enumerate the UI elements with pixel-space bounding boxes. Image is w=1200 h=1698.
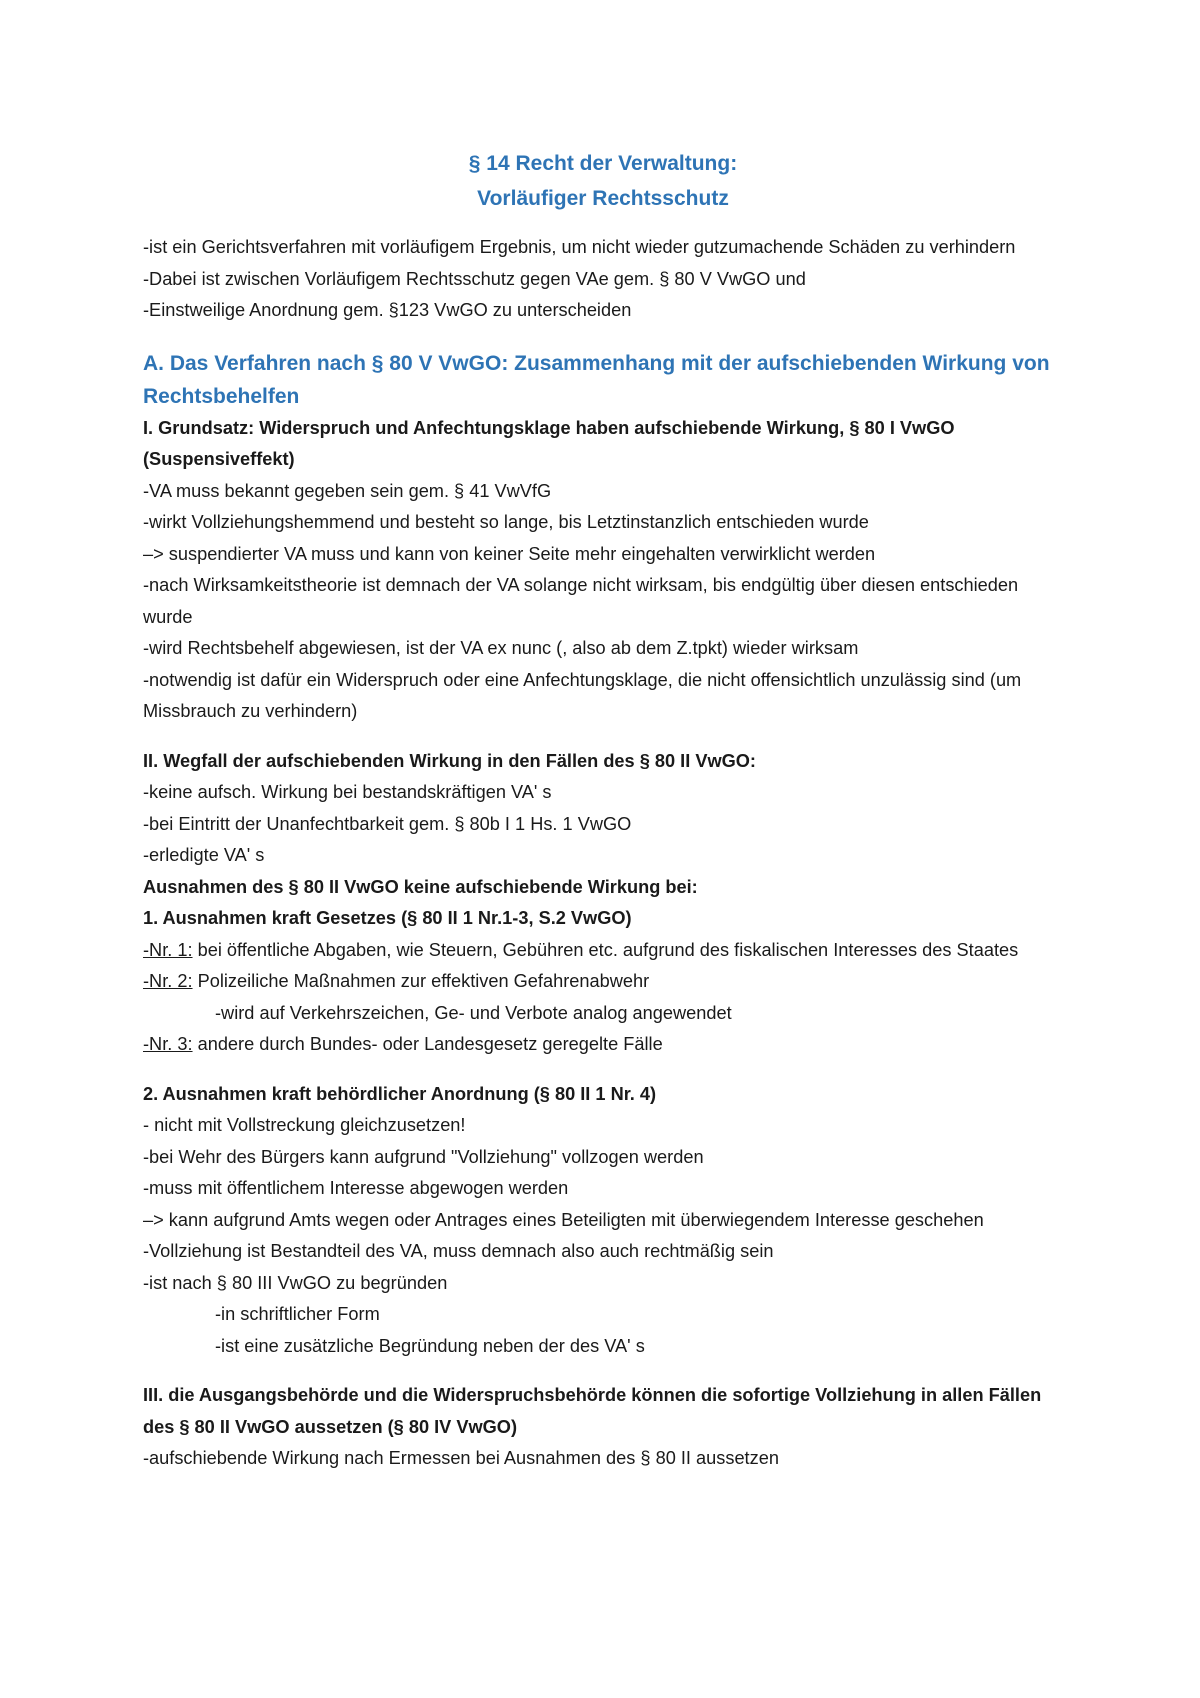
intro-line: -ist ein Gerichtsverfahren mit vorläufigem Ergebnis, um nicht wieder gutzumachende Schäden zu verhindern [143, 237, 1016, 257]
nr3-text: andere durch Bundes- oder Landesgesetz geregelte Fälle [192, 1034, 663, 1054]
sub2-line: -Vollziehung ist Bestandteil des VA, muss demnach also auch rechtmäßig sein [143, 1241, 774, 1261]
sub2-line: -bei Wehr des Bürgers kann aufgrund "Vollziehung" vollzogen werden [143, 1146, 704, 1167]
part-ii-line: -keine aufsch. Wirkung bei bestandskräftigen VA' s [143, 782, 552, 802]
spacer [143, 1362, 1063, 1380]
section-a-heading: A. Das Verfahren nach § 80 V VwGO: Zusammenhang mit der aufschiebenden Wirkung von Rechtsbehelfen [143, 351, 1050, 408]
sub2-line: -ist nach § 80 III VwGO zu begründen [143, 1272, 448, 1293]
document-title-line2: Vorläufiger Rechtsschutz [477, 187, 729, 210]
sub2-line: -muss mit öffentlichem Interesse abgewogen werden [143, 1178, 569, 1198]
intro-block [143, 232, 1063, 327]
sub1-heading: 1. Ausnahmen kraft Gesetzes (§ 80 II 1 Nr.1-3, S.2 VwGO) [143, 908, 632, 928]
nr1-text: bei öffentliche Abgaben, wie Steuern, Gebühren etc. aufgrund des fiskalischen Interesses des Staates [192, 939, 1019, 960]
sub1-nr1 [143, 935, 1063, 967]
nr2-text: Polizeiliche Maßnahmen zur effektiven Gefahrenabwehr [192, 971, 650, 991]
part-ii-line: -bei Eintritt der Unanfechtbarkeit gem. § 80b I 1 Hs. 1 VwGO [143, 813, 632, 834]
document-title-line1: § 14 Recht der Verwaltung: [468, 152, 738, 175]
part-i-line: -nach Wirksamkeitstheorie ist demnach der VA solange nicht wirksam, bis endgültig über diesen entschieden wurde [143, 575, 1019, 627]
part-iii-line: -aufschiebende Wirkung nach Ermessen bei Ausnahmen des § 80 II aussetzen [143, 1448, 779, 1468]
sub2-indented-line: -in schriftlicher Form [215, 1304, 380, 1324]
spacer [143, 728, 1063, 746]
part-i-line: –> suspendierter VA muss und kann von keiner Seite mehr eingehalten verwirklicht werden [143, 543, 876, 564]
document-page [143, 146, 1063, 1475]
sub1-nr2-detail: -wird auf Verkehrszeichen, Ge- und Verbote analog angewendet [215, 1002, 732, 1023]
part-ii-line: -erledigte VA' s [143, 845, 265, 865]
intro-line: -Dabei ist zwischen Vorläufigem Rechtsschutz gegen VAe gem. § 80 V VwGO und [143, 268, 806, 289]
nr2-label: -Nr. 2: [143, 971, 193, 991]
sub1-nr3 [143, 1029, 1063, 1061]
part-ii-heading: II. Wegfall der aufschiebenden Wirkung in den Fällen des § 80 II VwGO: [143, 750, 756, 771]
sub2-indented-line: -ist eine zusätzliche Begründung neben der des VA' s [215, 1335, 645, 1356]
intro-line: -Einstweilige Anordnung gem. §123 VwGO zu unterscheiden [143, 300, 632, 320]
nr3-label: -Nr. 3: [143, 1034, 193, 1054]
nr1-label: -Nr. 1: [143, 939, 193, 960]
spacer [143, 1061, 1063, 1079]
part-i-line: -VA muss bekannt gegeben sein gem. § 41 VwVfG [143, 480, 552, 501]
sub2-heading: 2. Ausnahmen kraft behördlicher Anordnung (§ 80 II 1 Nr. 4) [143, 1083, 657, 1104]
exceptions-heading: Ausnahmen des § 80 II VwGO keine aufschiebende Wirkung bei: [143, 876, 698, 897]
part-i-line: -wirkt Vollziehungshemmend und besteht so lange, bis Letztinstanzlich entschieden wurde [143, 512, 869, 532]
part-iii-heading: III. die Ausgangsbehörde und die Widerspruchsbehörde können die sofortige Vollziehung in allen Fällen des § 80 II VwGO aussetzen (§ 80 IV VwGO) [143, 1385, 1042, 1437]
sub1-nr2 [143, 966, 1063, 998]
part-i-heading: I. Grundsatz: Widerspruch und Anfechtungsklage haben aufschiebende Wirkung, § 80 I VwGO (Suspensiveffekt) [143, 417, 955, 469]
sub2-line: –> kann aufgrund Amts wegen oder Antrages eines Beteiligten mit überwiegendem Interesse geschehen [143, 1209, 984, 1230]
part-i-line: -notwendig ist dafür ein Widerspruch oder eine Anfechtungsklage, die nicht offensichtlich unzulässig sind (um Missbrauch zu verhindern) [143, 669, 1022, 721]
part-i-line: -wird Rechtsbehelf abgewiesen, ist der VA ex nunc (, also ab dem Z.tpkt) wieder wirksam [143, 638, 859, 658]
sub2-line: - nicht mit Vollstreckung gleichzusetzen! [143, 1115, 466, 1135]
